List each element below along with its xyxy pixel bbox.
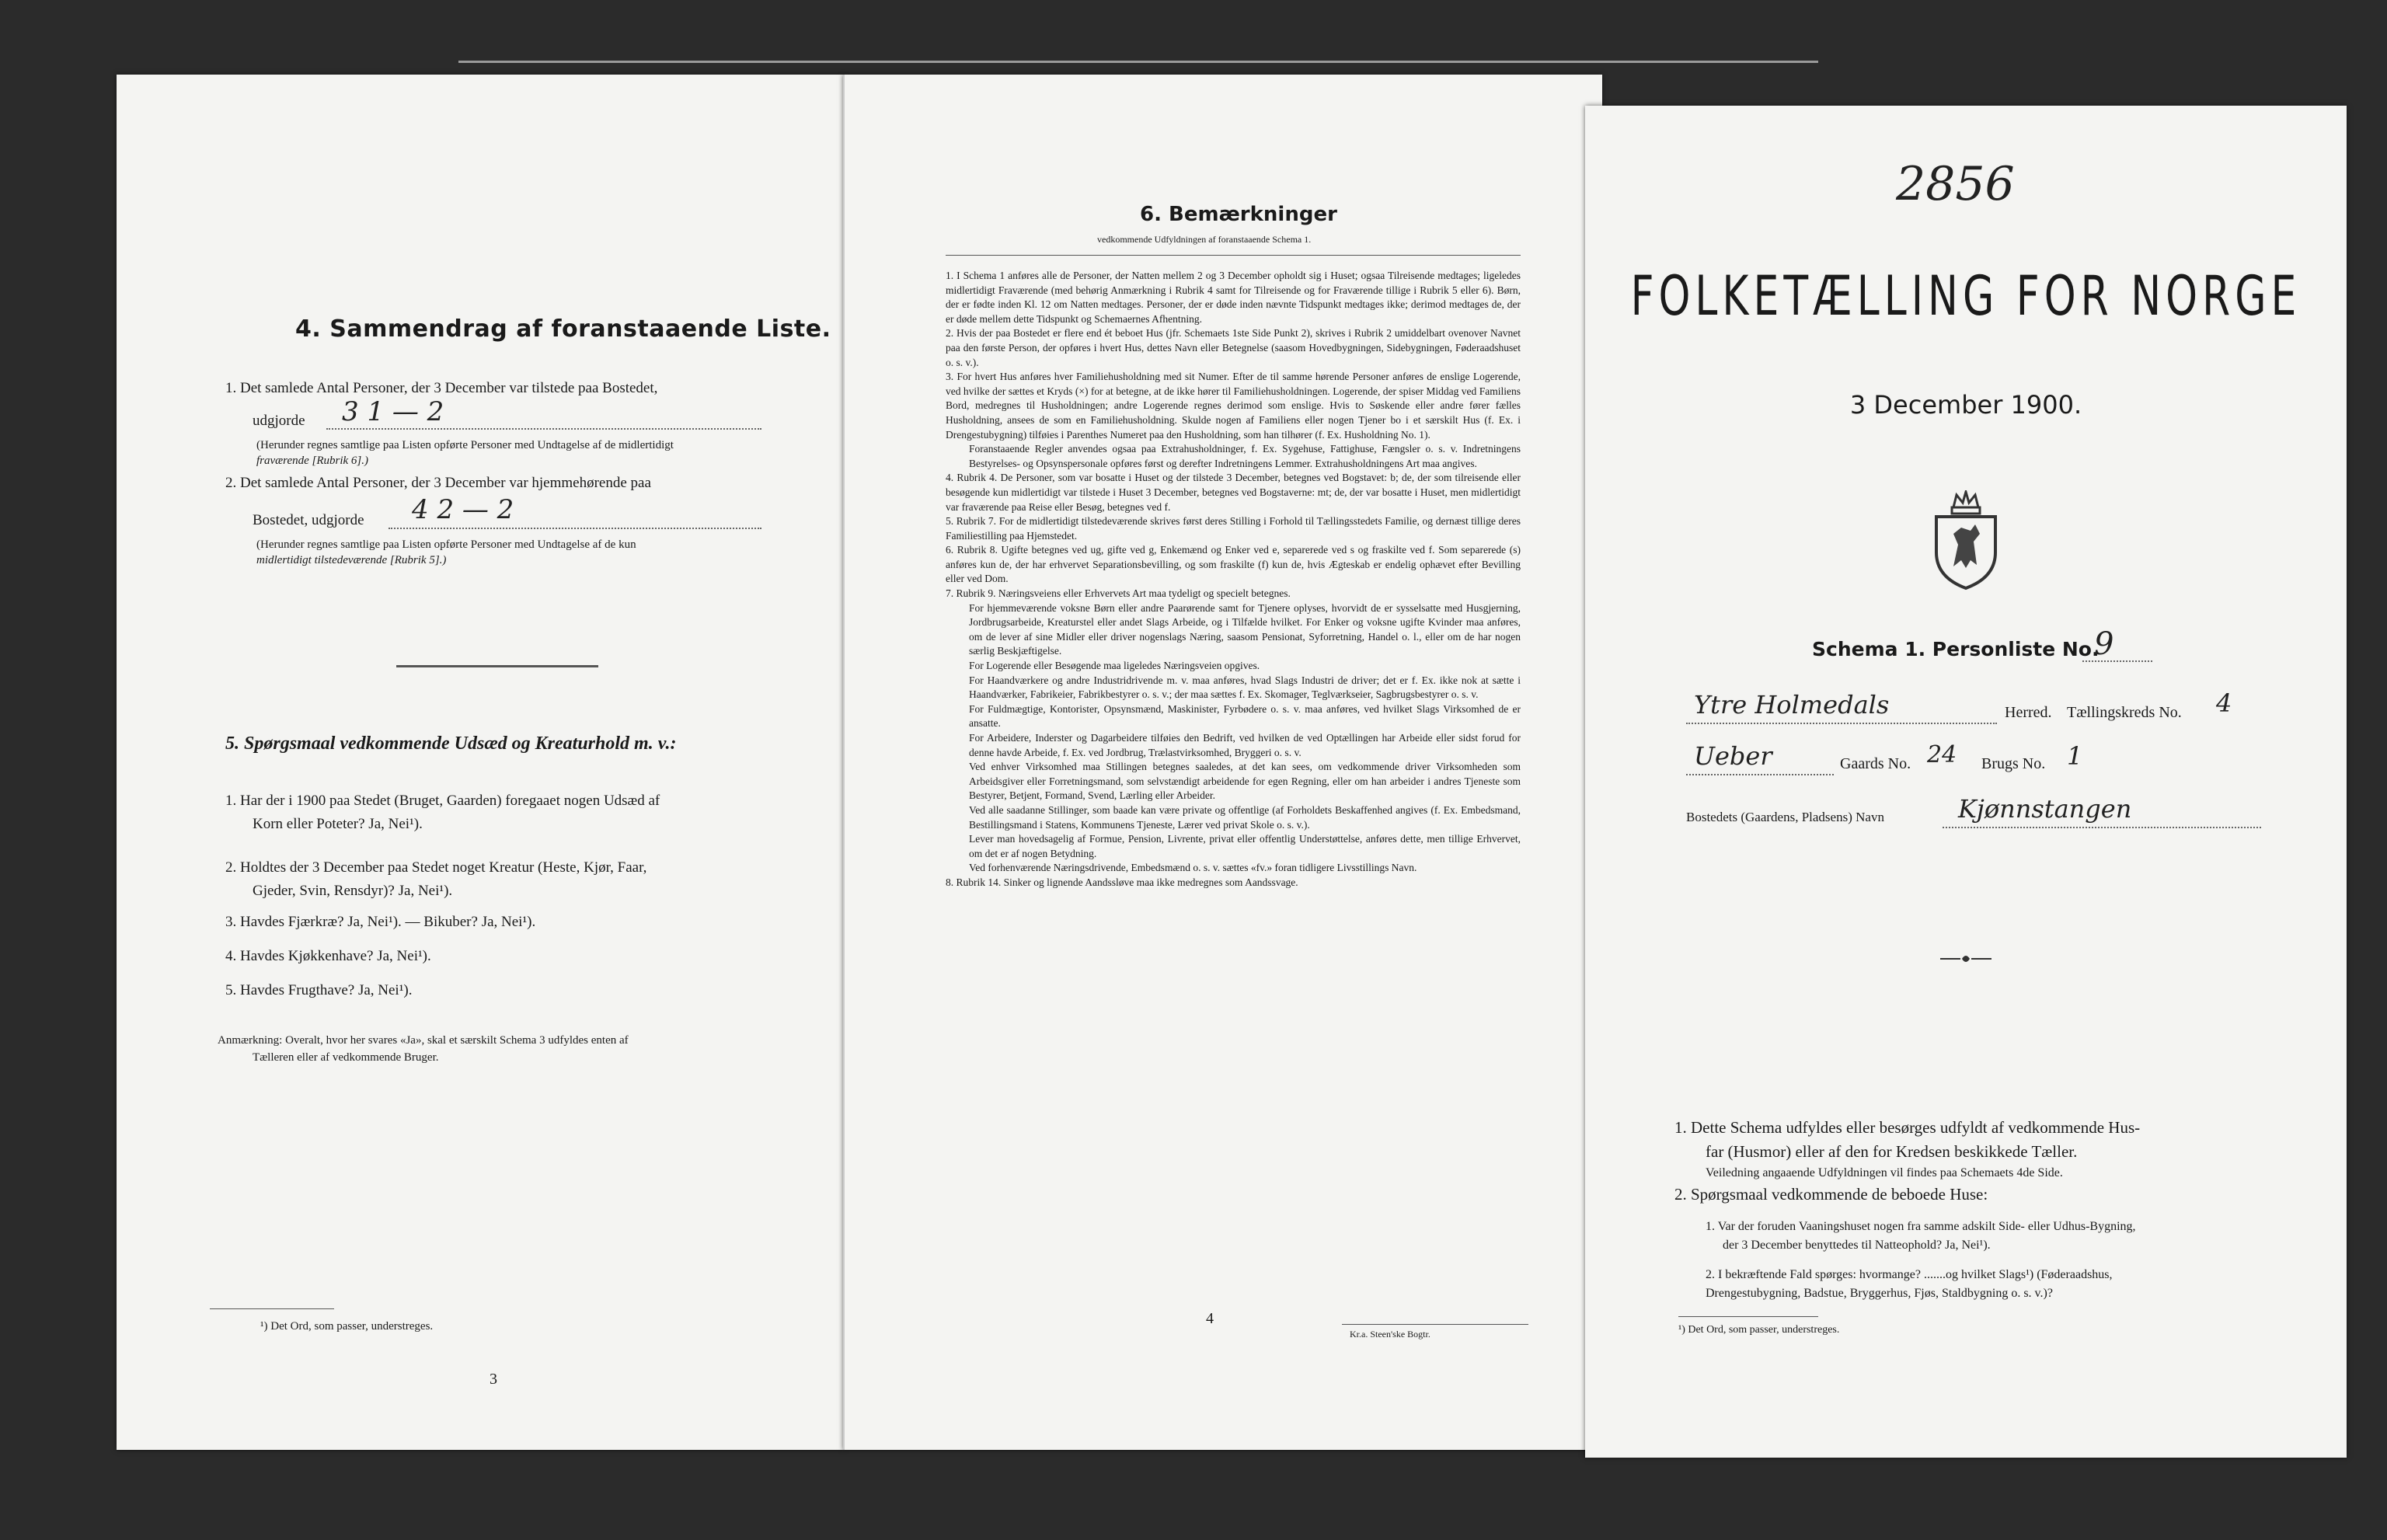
remark-paragraph: Ved alle saadanne Stillinger, som baade kan være private og offentlige (af Forholdets Beskaffenhed angives (f. Ex. Embedsmand, Bestillingsmand i Statens, Kommunens Tjeneste, Lærer ved privat Skole o. s. v.). [969,803,1521,831]
remark-paragraph: Lever man hovedsagelig af Formue, Pension, Livrente, privat eller offentlig Understøttelse, anføres dette, men tillige Erhvervet, om det er af nogen Betydning. [969,833,1521,859]
gaard-number: 24 [1927,741,1957,768]
norway-coat-of-arms-icon [1930,490,2002,595]
item2-handwritten: 4 2 — 2 [412,494,514,525]
schema-dotline [2082,660,2152,662]
instructions [1674,1116,2273,1303]
schema-number: 9 [2094,626,2114,662]
remark-paragraph: For Logerende eller Besøgende maa ligeledes Næringsveien opgives. [969,660,1260,672]
instruction-1-note: Veiledning angaaende Udfyldningen vil findes paa Schemaets 4de Side. [1706,1166,2063,1179]
right-page [1585,106,2347,1458]
remark-paragraph: Ved enhver Virksomhed maa Stillingen betegnes saaledes, at det kan sees, om vedkommende driver Virksomheden som Arbeidsgiver eller Forretningsmand, som selvstændigt arbeidende for egen Regning, eller om han arbeider i andres Tjeneste som Bestyrer, Betjent, Formand, Svend, Lærling eller Arbeider. [969,761,1521,802]
printer-rule [1342,1324,1528,1325]
item2-line1: 2. Det samlede Antal Personer, der 3 December var hjemmehørende paa [225,475,651,491]
remarks-subtitle: vedkommende Udfyldningen af foranstaaende Schema 1. [1097,234,1312,245]
herred-dotline [1686,723,1997,724]
footnote-rule [210,1308,334,1309]
question-3: 3. Havdes Fjærkræ? Ja, Nei¹). — Bikuber? Ja, Nei¹). [225,914,536,930]
remark-line2: Tælleren eller af vedkommende Bruger. [253,1051,439,1064]
section-divider [396,665,598,667]
instruction-2-question-1-line1: 1. Var der foruden Vaaningshuset nogen fra samme adskilt Side- eller Udhus-Bygning, [1706,1220,2136,1233]
bosted-handwritten: Kjønnstangen [1958,794,2132,824]
instruction-2-question-1-line2: der 3 December benyttedes til Natteophold? Ja, Nei¹). [1723,1239,1991,1252]
remark-paragraph: 2. Hvis der paa Bostedet er flere end ét beboet Hus (jfr. Schemaets 1ste Side Punkt 2), skrives i Rubrik 2 umiddelbart ovenover Navnet paa den første Person, der opføres i hvert Hus, dettes Navn eller Betegnelse (saasom Hovedbygningen, Sidebygningen, Føderaadshuset o. s. v.). [946,327,1521,368]
page-number: 4 [1206,1310,1214,1327]
herred-handwritten: Ytre Holmedals [1694,690,1890,719]
remark-paragraph: 5. Rubrik 7. For de midlertidigt tilstedeværende skrives først deres Stilling i Forhold til Tællingsstedets Familie, og dernæst tillige deres Familiestilling paa Hjemstedet. [946,515,1521,542]
instruction-1-line2: far (Husmor) eller af den for Kredsen beskikkede Tæller. [1706,1142,2078,1161]
question-5: 5. Havdes Frugthave? Ja, Nei¹). [225,982,413,998]
item1-handwritten: 3 1 — 2 [342,396,444,427]
item1-line1: 1. Det samlede Antal Personer, der 3 December var tilstede paa Bostedet, [225,380,658,396]
instruction-1-line1: 1. Dette Schema udfyldes eller besørges udfyldt af vedkommende Hus- [1674,1118,2141,1137]
item1-note-line2: fraværende [Rubrik 6].) [256,455,369,467]
remark-paragraph: 7. Rubrik 9. Næringsveiens eller Erhvervets Art maa tydeligt og specielt betegnes. [946,587,1291,600]
bosted-label: Bostedets (Gaardens, Pladsens) Navn [1686,810,1884,824]
remark-paragraph: For hjemmeværende voksne Børn eller andre Paarørende samt for Tjenere oplyses, hvorvidt de er sysselsatte med Husgjerning, Jordbrugsarbeide, Kreaturstel eller andet Slags Arbeide, og i Tilfælde hvilket. For Enker og voksne ugifte Kvinder maa anføres, om de lever af sine Midler eller driver nogenslags Næring, saasom Pensionat, Syforretning, Handel o. l., eller om de har nogen særlig Beskjæftigelse. [969,601,1521,657]
question-2-line2: Gjeder, Svin, Rensdyr)? Ja, Nei¹). [253,883,453,899]
remarks-body [946,269,1521,890]
question-1-line2: Korn eller Poteter? Ja, Nei¹). [253,816,423,832]
item1-note-line1: (Herunder regnes samtlige paa Listen opførte Personer med Undtagelse af de midlertidigt [256,439,674,451]
question-2-line1: 2. Holdtes der 3 December paa Stedet noget Kreatur (Heste, Kjør, Faar, [225,859,647,876]
gaard-label: Gaards No. [1840,755,1911,772]
schema-label: Schema 1. Personliste No. [1812,638,2100,660]
remarks-rule [946,255,1521,256]
herred-label: Herred. [2005,704,2052,721]
question-1-line1: 1. Har der i 1900 paa Stedet (Bruget, Gaarden) foregaaet nogen Udsæd af [225,793,660,809]
census-title: FOLKETÆLLING FOR NORGE [1630,265,2302,329]
left-page [117,75,843,1450]
remark-line1: Anmærkning: Overalt, hvor her svares «Ja», skal et særskilt Schema 3 udfyldes enten af [218,1034,629,1047]
archive-number: 2856 [1896,157,2015,211]
remark-paragraph: 8. Rubrik 14. Sinker og lignende Aandssløve maa ikke medregnes som Aandssvage. [946,876,1298,888]
remark-paragraph: 4. Rubrik 4. De Personer, som var bosatte i Huset og der tilstede 3 December, betegnes ved Bogstavet: b; de, der som tilreisende eller besøgende kun midlertidigt var tilstede i Huset 3 December, betegnes ved Bogstaverne: mt; de, der var bosatte i Huset, men midlertidigt var fraværende paa Reise eller Besøg, betegnes ved f. [946,472,1521,513]
instruction-2: 2. Spørgsmaal vedkommende de beboede Huse: [1674,1185,1988,1204]
item2-dotline [389,528,761,529]
instruction-2-question-2-line1: 2. I bekræftende Fald spørges: hvormange? .......og hvilket Slags¹) (Føderaadshus, [1706,1268,2113,1281]
remark-paragraph: For Fuldmægtige, Kontorister, Opsynsmænd, Maskinister, Fyrbødere o. s. v. maa anføres, ved hvilket Slags Virksomhed de er ansatte. [969,702,1521,730]
brugs-label: Brugs No. [1981,755,2046,772]
census-date: 3 December 1900. [1849,390,2082,420]
remark-paragraph: Ved forhenværende Næringsdrivende, Embedsmænd o. s. v. sættes «fv.» foran tidligere Livsstillings Navn. [969,862,1417,874]
gaard-dotline [1686,774,1834,775]
brugs-number: 1 [2067,741,2083,771]
gaard-handwritten: Ueber [1694,741,1772,771]
item1-dotline [326,428,761,430]
item2-note-line2: midlertidigt tilstedeværende [Rubrik 5].) [256,554,447,566]
remark-paragraph: 1. I Schema 1 anføres alle de Personer, der Natten mellem 2 og 3 December opholdt sig i Huset; ogsaa Tilreisende medtages; ligeledes midlertidigt Fraværende (med behørig Anmærkning i Rubrik 4 samt for Tilreisende og for Fraværende tillige i Rubrik 5 eller 6). Børn, der er fødte inden Kl. 12 om Natten medtages. Personer, der er døde inden nævnte Tidspunkt medtages ikke; derimod medtages de, der er døde mellem dette Tidspunkt og Schemaernes Afhentning. [946,270,1521,325]
remark-paragraph: 3. For hvert Hus anføres hver Familiehusholdning med sit Numer. Efter de til samme hørende Personer anføres de enslige Logerende, ved hvilke der sættes et Kryds (×) for at betegne, at de ikke hører til Familiehusholdningen. Logerende, der spiser Middag ved Familiens Bord, medregnes til Husholdningen; andre Logerende regnes derimod som enslige. Hvis to Søskende eller andre fører fælles Husholdning, ansees de som en Familiehusholdning. Skulde nogen af Familiens eller nogen Tjener bo i et særskilt Hus (f. Ex. i Drengestubygning) tilføies i Parenthes Numeret paa den Husholdning, som han tilhører (f. Ex. Husholdning No. 1). [946,371,1521,441]
printer-mark: Kr.a. Steen'ske Bogtr. [1350,1329,1430,1340]
footnote: ¹) Det Ord, som passer, understreges. [1678,1324,1840,1336]
item2-note-line1: (Herunder regnes samtlige paa Listen opførte Personer med Undtagelse af de kun [256,538,636,551]
krets-label: Tællingskreds No. [2067,704,2182,721]
remark-paragraph: For Arbeidere, Inderster og Dagarbeidere tilføies den Bedrift, ved hvilken de ved Optællingen har Arbeide eller sidst forud for denne havde Arbeide, f. Ex. ved Jordbrug, Trælastvirksomhed, Bryggeri o. s. v. [969,732,1521,758]
remark-paragraph: For Haandværkere og andre Industridrivende m. v. maa anføres, hvad Slags Industri de driver; det er f. Ex. ikke nok at sætte i Haandværker, Fabrikeier, Fabrikbestyrer o. s. v.; der maa sættes f. Ex. Skomager, Teglværkseier, Sagbrugsbestyrer o. s. v. [969,674,1521,701]
middle-page [843,75,1602,1450]
item1-line2-prefix: udgjorde [253,413,305,429]
bosted-dotline [1943,827,2261,828]
remarks-title: 6. Bemærkninger [1140,203,1337,226]
question-4: 4. Havdes Kjøkkenhave? Ja, Nei¹). [225,948,431,964]
footnote: ¹) Det Ord, som passer, understreges. [260,1320,434,1333]
section5-title: 5. Spørgsmaal vedkommende Udsæd og Kreaturhold m. v.: [225,733,677,754]
ornament-divider-icon [1939,951,1993,970]
section4-title: 4. Sammendrag af foranstaaende Liste. [295,315,831,343]
remark-paragraph: Foranstaaende Regler anvendes ogsaa paa Extrahusholdninger, f. Ex. Sygehuse, Fattighuse, Fængsler o. s. v. Indretningens Bestyrelses- og Opsynspersonale opføres først og derefter Indretningens Lemmer. Extrahusholdningens Art maa angives. [969,443,1521,469]
page-number: 3 [490,1371,497,1388]
remark-paragraph: 6. Rubrik 8. Ugifte betegnes ved ug, gifte ved g, Enkemænd og Enker ved e, separerede ved s og fraskilte ved f. Som separerede (s) anføres kun de, der har erhvervet Separationsbevilling, og som fraskilte (f) kun de, hvis Ægteskab er endelig ophævet efter Bevilling eller ved Dom. [946,544,1521,585]
footnote-rule [1678,1316,1818,1317]
top-edge-line [458,61,1818,63]
krets-number: 4 [2216,688,2232,718]
item2-line2-prefix: Bostedet, udgjorde [253,512,364,528]
instruction-2-question-2-line2: Drengestubygning, Badstue, Bryggerhus, Fjøs, Staldbygning o. s. v.)? [1706,1287,2053,1300]
